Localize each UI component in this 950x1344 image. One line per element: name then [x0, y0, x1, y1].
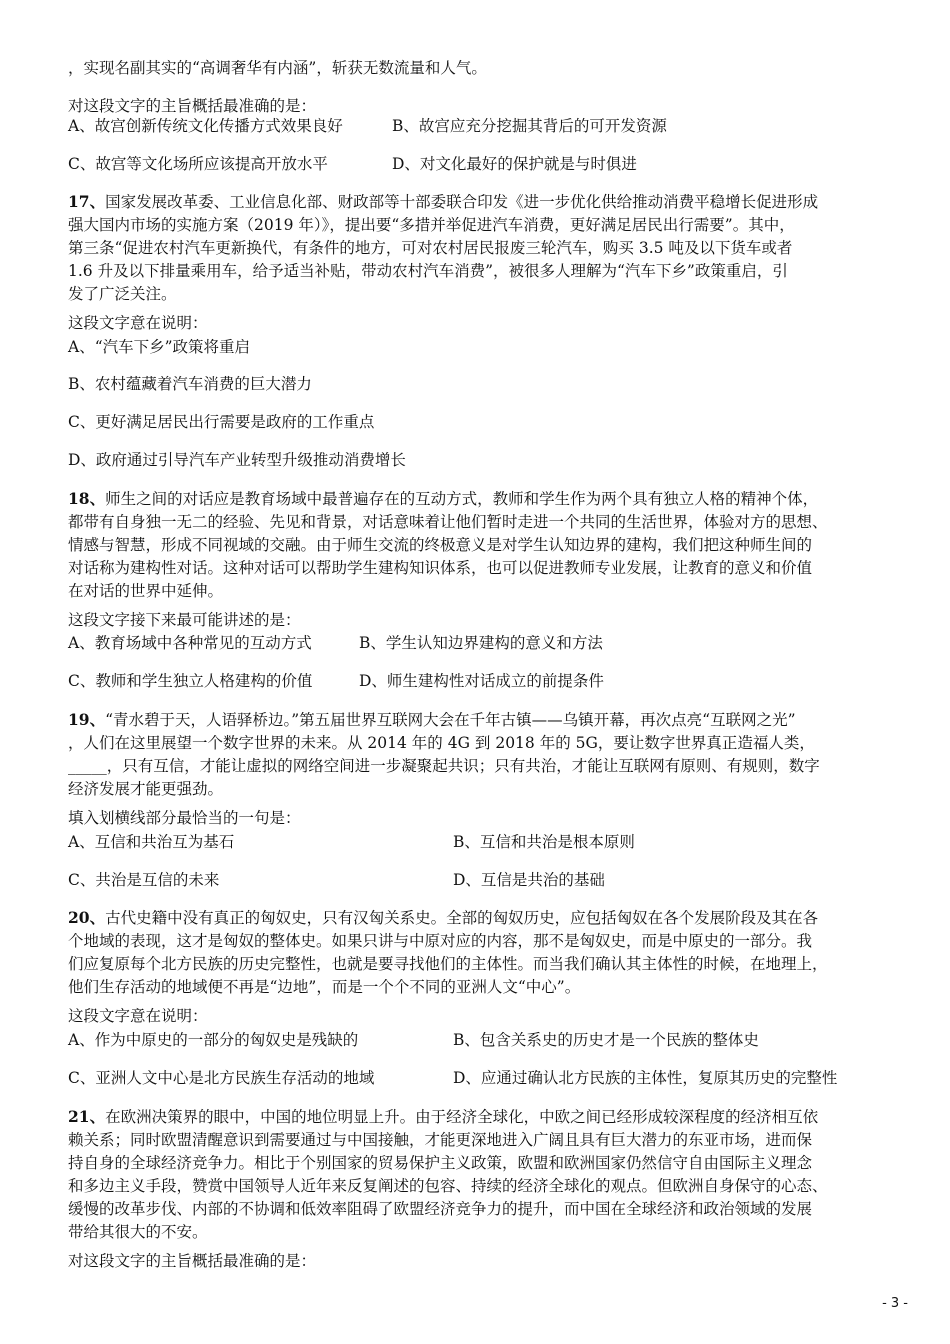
question-prompt: 对这段文字的主旨概括最准确的是：	[68, 97, 317, 115]
option-c: C、共治是互信的未来	[68, 871, 220, 889]
passage-line: 持自身的全球经济竞争力。相比于个别国家的贸易保护主义政策，欧盟和欧洲国家仍然信守自由国际主义理念	[68, 1154, 813, 1172]
passage-line: ，实现名副其实的“高调奢华有内涵”，斩获无数流量和人气。	[68, 59, 487, 77]
question-20-line: 20、古代史籍中没有真正的匈奴史，只有汉匈关系史。全部的匈奴历史，应包括匈奴在各个发展阶段及其在各	[68, 908, 819, 927]
option-b: B、包含关系史的历史才是一个民族的整体史	[453, 1031, 759, 1049]
question-prompt: 对这段文字的主旨概括最准确的是：	[68, 1252, 317, 1270]
question-number: 18、	[68, 489, 106, 508]
passage-line: 发了广泛关注。	[68, 285, 177, 303]
passage-line: 情感与智慧，形成不同视域的交融。由于师生交流的终极意义是对学生认知边界的建构，我们把这种师生间的	[68, 536, 813, 554]
question-prompt: 这段文字意在说明：	[68, 314, 208, 332]
question-19-line: 19、“青水碧于天，人语驿桥边。”第五届世界互联网大会在千年古镇——乌镇开幕，再次点亮“互联网之光”	[68, 710, 796, 729]
option-b: B、故宫应充分挖掘其背后的可开发资源	[392, 117, 667, 135]
question-number: 19、	[68, 710, 106, 729]
passage-line: 经济发展才能更强劲。	[68, 780, 224, 798]
question-number: 17、	[68, 192, 106, 211]
passage-line: 1.6 升及以下排量乘用车，给予适当补贴，带动农村汽车消费”，被很多人理解为“汽车下乡”政策重启，引	[68, 262, 788, 280]
passage-line: 个地域的表现，这才是匈奴的整体史。如果只讲与中原对应的内容，那不是匈奴史，而是中原史的一部分。我	[68, 932, 813, 950]
option-d: D、政府通过引导汽车产业转型升级推动消费增长	[68, 451, 406, 469]
option-a: A、教育场域中各种常见的互动方式	[68, 634, 312, 652]
passage-line: 他们生存活动的地域便不再是“边地”，而是一个个不同的亚洲人文“中心”。	[68, 978, 581, 996]
passage-line: 缓慢的改革步伐、内部的不协调和低效率阻碍了欧盟经济竞争力的提升，而中国在全球经济和政治领域的发展	[68, 1200, 813, 1218]
question-18-line: 18、师生之间的对话应是教育场域中最普遍存在的互动方式，教师和学生作为两个具有独立人格的精神个体，	[68, 489, 819, 508]
option-a: A、互信和共治互为基石	[68, 833, 235, 851]
passage-line: ，人们在这里展望一个数字世界的未来。从 2014 年的 4G 到 2018 年的 5G，要让数字世界真正造福人类，	[68, 734, 815, 752]
page-number: - 3 -	[882, 1296, 908, 1311]
passage-line: 带给其很大的不安。	[68, 1223, 208, 1241]
option-c: C、亚洲人文中心是北方民族生存活动的地域	[68, 1069, 375, 1087]
question-17-line: 17、国家发展改革委、工业信息化部、财政部等十部委联合印发《进一步优化供给推动消费平稳增长促进形成	[68, 192, 819, 211]
question-21-line: 21、在欧洲决策界的眼中，中国的地位明显上升。由于经济全球化，中欧之间已经形成较深程度的经济相互依	[68, 1107, 819, 1126]
option-c: C、故宫等文化场所应该提高开放水平	[68, 155, 328, 173]
passage-line: 在对话的世界中延伸。	[68, 582, 224, 600]
option-d: D、互信是共治的基础	[453, 871, 605, 889]
option-b: B、互信和共治是根本原则	[453, 833, 635, 851]
question-prompt: 填入划横线部分最恰当的一句是：	[68, 809, 301, 827]
question-prompt: 这段文字意在说明：	[68, 1007, 208, 1025]
option-a: A、故宫创新传统文化传播方式效果良好	[68, 117, 343, 135]
passage-line: 第三条“促进农村汽车更新换代，有条件的地方，可对农村居民报废三轮汽车，购买 3.5 吨及以下货车或者	[68, 239, 793, 257]
option-c: C、更好满足居民出行需要是政府的工作重点	[68, 413, 375, 431]
option-c: C、教师和学生独立人格建构的价值	[68, 672, 313, 690]
question-prompt: 这段文字接下来最可能讲述的是：	[68, 611, 301, 629]
option-b: B、农村蕴藏着汽车消费的巨大潜力	[68, 375, 312, 393]
passage-line: 对话称为建构性对话。这种对话可以帮助学生建构知识体系，也可以促进教师专业发展，让教育的意义和价值	[68, 559, 813, 577]
option-d: D、对文化最好的保护就是与时俱进	[392, 155, 637, 173]
option-d: D、应通过确认北方民族的主体性，复原其历史的完整性	[453, 1069, 838, 1087]
passage-line: 和多边主义手段，赞赏中国领导人近年来反复阐述的包容、持续的经济全球化的观点。但欧洲自身保守的心态、	[68, 1177, 828, 1195]
passage-line: _____，只有互信，才能让虚拟的网络空间进一步凝聚起共识；只有共治，才能让互联网有原则、有规则，数字	[68, 757, 820, 775]
option-a: A、作为中原史的一部分的匈奴史是残缺的	[68, 1031, 359, 1049]
passage-line: 强大国内市场的实施方案（2019 年）》，提出要“多措并举促进汽车消费，更好满足居民出行需要”。其中，	[68, 216, 795, 234]
passage-line: 赖关系；同时欧盟清醒意识到需要通过与中国接触，才能更深地进入广阔且具有巨大潜力的东亚市场，进而保	[68, 1131, 813, 1149]
question-number: 21、	[68, 1107, 106, 1126]
passage-line: 们应复原每个北方民族的历史完整性，也就是要寻找他们的主体性。而当我们确认其主体性的时候，在地理上，	[68, 955, 828, 973]
question-number: 20、	[68, 908, 106, 927]
option-a: A、“汽车下乡”政策将重启	[68, 338, 251, 356]
passage-line: 都带有自身独一无二的经验、先见和背景，对话意味着让他们暂时走进一个共同的生活世界，体验对方的思想、	[68, 513, 828, 531]
option-b: B、学生认知边界建构的意义和方法	[359, 634, 603, 652]
option-d: D、师生建构性对话成立的前提条件	[359, 672, 604, 690]
